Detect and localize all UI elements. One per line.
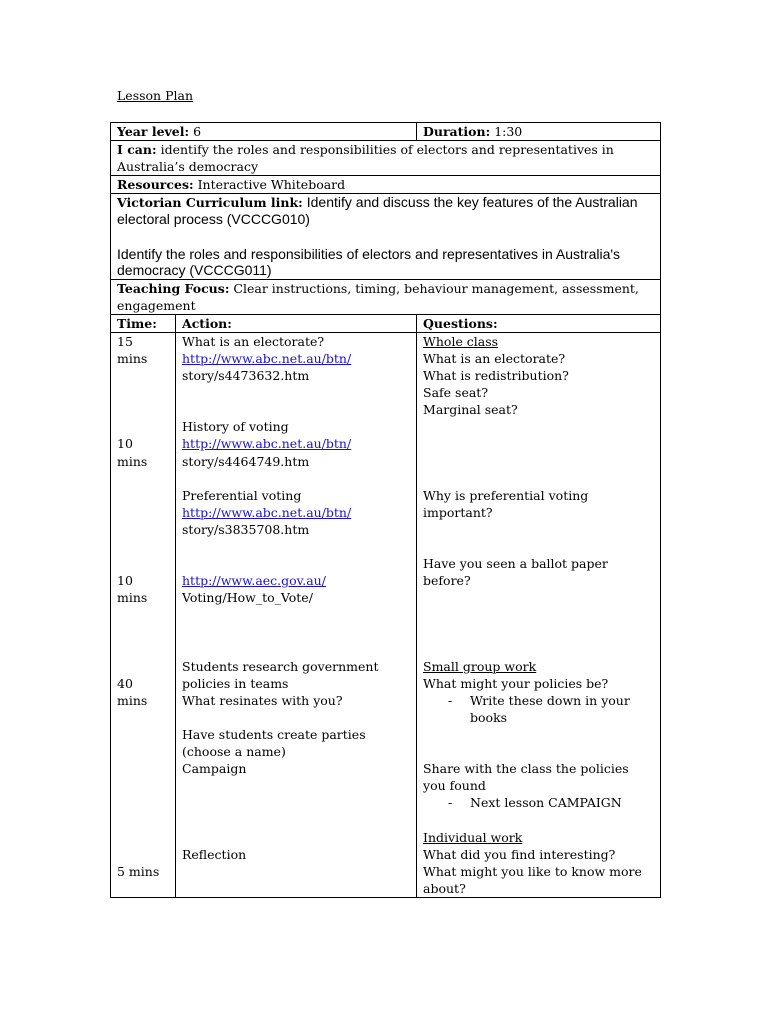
section-heading: Small group work xyxy=(423,658,537,674)
duration-label: Duration: xyxy=(423,124,491,139)
time-line xyxy=(117,709,169,726)
ican-label: I can: xyxy=(117,142,157,158)
question-line: What did you find interesting? xyxy=(423,846,616,862)
action-line: story/s3835708.htm xyxy=(182,521,310,537)
ican-text: identify the roles and responsibilities of electors and representatives in Australia’s democracy xyxy=(117,142,614,175)
spacer xyxy=(117,229,654,246)
time-line xyxy=(117,504,169,521)
action-blank xyxy=(182,623,410,640)
action-line: Preferential voting xyxy=(182,487,302,503)
question-line: about? xyxy=(423,880,466,896)
curriculum-cell xyxy=(111,194,661,279)
question-blank xyxy=(423,538,654,555)
time-line: 40 xyxy=(117,675,133,691)
resources-label: Resources: xyxy=(117,177,194,193)
question-blank xyxy=(423,521,654,538)
question-line: Safe seat? xyxy=(423,385,489,401)
curriculum-text-2: Identify the roles and responsibilities of electors and representatives in Australia's democracy (VCCCG011) xyxy=(117,245,621,279)
question-blank xyxy=(423,453,654,470)
time-line: mins xyxy=(117,590,148,606)
question-line: Share with the class the policies xyxy=(423,761,629,777)
action-line: Voting/How_to_Vote/ xyxy=(182,590,313,606)
time-line: mins xyxy=(117,350,148,366)
ican-row xyxy=(111,141,661,176)
resources-cell xyxy=(111,176,661,194)
action-blank xyxy=(182,401,410,418)
year-level-label: Year level: xyxy=(117,124,190,139)
action-line: story/s4464749.htm xyxy=(182,453,310,469)
time-line xyxy=(117,470,169,487)
focus-row xyxy=(111,279,661,314)
duration-value: 1:30 xyxy=(494,124,523,139)
time-line xyxy=(117,555,169,572)
question-blank xyxy=(423,470,654,487)
question-line: Marginal seat? xyxy=(423,402,518,418)
bullet-continuation xyxy=(423,709,654,726)
time-line xyxy=(117,726,169,743)
action-header: Action: xyxy=(176,314,417,332)
time-line xyxy=(117,538,169,555)
time-line xyxy=(117,811,169,828)
question-blank xyxy=(423,623,654,640)
action-column xyxy=(176,332,417,897)
question-line: What might your policies be? xyxy=(423,675,609,691)
question-blank xyxy=(423,726,654,743)
action-line: policies in teams xyxy=(182,675,289,691)
action-line: story/s4473632.htm xyxy=(182,368,310,384)
duration-cell xyxy=(417,123,661,141)
curriculum-text-1: Identify and discuss the key features of the Australian electoral process (VCCCG010) xyxy=(117,194,638,228)
time-line: 10 xyxy=(117,436,133,452)
action-blank xyxy=(182,709,410,726)
questions-header: Questions: xyxy=(417,314,661,332)
time-line xyxy=(117,658,169,675)
time-line: 10 xyxy=(117,573,133,589)
bullet-text: Write these down in your xyxy=(470,692,630,708)
question-blank xyxy=(423,589,654,606)
time-line xyxy=(117,623,169,640)
focus-cell xyxy=(111,279,661,314)
time-line xyxy=(117,384,169,401)
year-duration-row xyxy=(111,123,661,141)
time-line xyxy=(117,743,169,760)
time-line xyxy=(117,794,169,811)
action-line: Students research government xyxy=(182,658,379,674)
question-line: important? xyxy=(423,504,493,520)
time-line xyxy=(117,401,169,418)
resources-text: Interactive Whiteboard xyxy=(197,177,346,193)
time-line xyxy=(117,760,169,777)
question-line: before? xyxy=(423,573,471,589)
action-line: Campaign xyxy=(182,761,247,777)
bullet-text: Next lesson CAMPAIGN xyxy=(470,795,622,811)
year-level-cell xyxy=(111,123,417,141)
action-blank xyxy=(182,777,410,794)
question-blank xyxy=(423,418,654,435)
time-column xyxy=(111,332,176,897)
ican-cell xyxy=(111,141,661,176)
action-blank xyxy=(182,606,410,623)
curriculum-label: Victorian Curriculum link: xyxy=(117,195,303,211)
action-blank xyxy=(182,794,410,811)
year-level-value: 6 xyxy=(193,124,202,139)
action-blank xyxy=(182,829,410,846)
resources-row xyxy=(111,176,661,194)
action-line: Reflection xyxy=(182,846,247,862)
action-line: (choose a name) xyxy=(182,744,286,760)
action-line: What resinates with you? xyxy=(182,692,343,708)
bullet-text: books xyxy=(470,709,508,725)
action-blank xyxy=(182,811,410,828)
question-blank xyxy=(423,435,654,452)
time-line xyxy=(117,521,169,538)
questions-column xyxy=(417,332,661,897)
question-blank xyxy=(423,641,654,658)
action-blank xyxy=(182,384,410,401)
action-blank xyxy=(182,555,410,572)
time-line: mins xyxy=(117,692,148,708)
bullet-dash: - xyxy=(448,692,453,708)
action-line: History of voting xyxy=(182,419,289,435)
bullet-dash: - xyxy=(448,795,453,811)
question-line: Have you seen a ballot paper xyxy=(423,556,608,572)
lesson-plan-table xyxy=(110,122,661,898)
column-header-row xyxy=(111,314,661,332)
aec-link[interactable]: http://www.aec.gov.au/ xyxy=(182,573,326,589)
time-line xyxy=(117,641,169,658)
action-blank xyxy=(182,538,410,555)
abc-btn-link[interactable]: http://www.abc.net.au/btn/ xyxy=(182,350,352,366)
question-blank xyxy=(423,743,654,760)
question-line: you found xyxy=(423,778,486,794)
action-line: Have students create parties xyxy=(182,727,366,742)
time-line xyxy=(117,829,169,846)
time-header: Time: xyxy=(111,314,176,332)
question-line: What might you like to know more xyxy=(423,863,642,879)
time-line xyxy=(117,777,169,794)
time-line: 15 xyxy=(117,333,133,349)
abc-btn-link[interactable]: http://www.abc.net.au/btn/ xyxy=(182,436,352,452)
bullet-item xyxy=(423,692,654,709)
time-line: 5 mins xyxy=(117,863,160,879)
focus-text: Clear instructions, timing, behaviour management, assessment, engagement xyxy=(117,280,639,313)
action-line: What is an electorate? xyxy=(182,333,325,349)
time-line xyxy=(117,846,169,863)
section-heading: Whole class xyxy=(423,333,499,349)
time-line xyxy=(117,487,169,504)
question-line: What is an electorate? xyxy=(423,350,566,366)
bullet-item xyxy=(423,794,654,811)
activities-row xyxy=(111,332,661,897)
abc-btn-link[interactable]: http://www.abc.net.au/btn/ xyxy=(182,504,352,520)
question-blank xyxy=(423,811,654,828)
question-line: Why is preferential voting xyxy=(423,487,589,503)
time-line xyxy=(117,367,169,384)
action-blank xyxy=(182,470,410,487)
focus-label: Teaching Focus: xyxy=(117,280,230,296)
document-title: Lesson Plan xyxy=(117,88,193,103)
time-line: mins xyxy=(117,453,148,469)
time-line xyxy=(117,606,169,623)
time-line xyxy=(117,418,169,435)
curriculum-row xyxy=(111,194,661,279)
action-blank xyxy=(182,641,410,658)
section-heading: Individual work xyxy=(423,829,523,845)
question-blank xyxy=(423,606,654,623)
question-line: What is redistribution? xyxy=(423,368,569,384)
